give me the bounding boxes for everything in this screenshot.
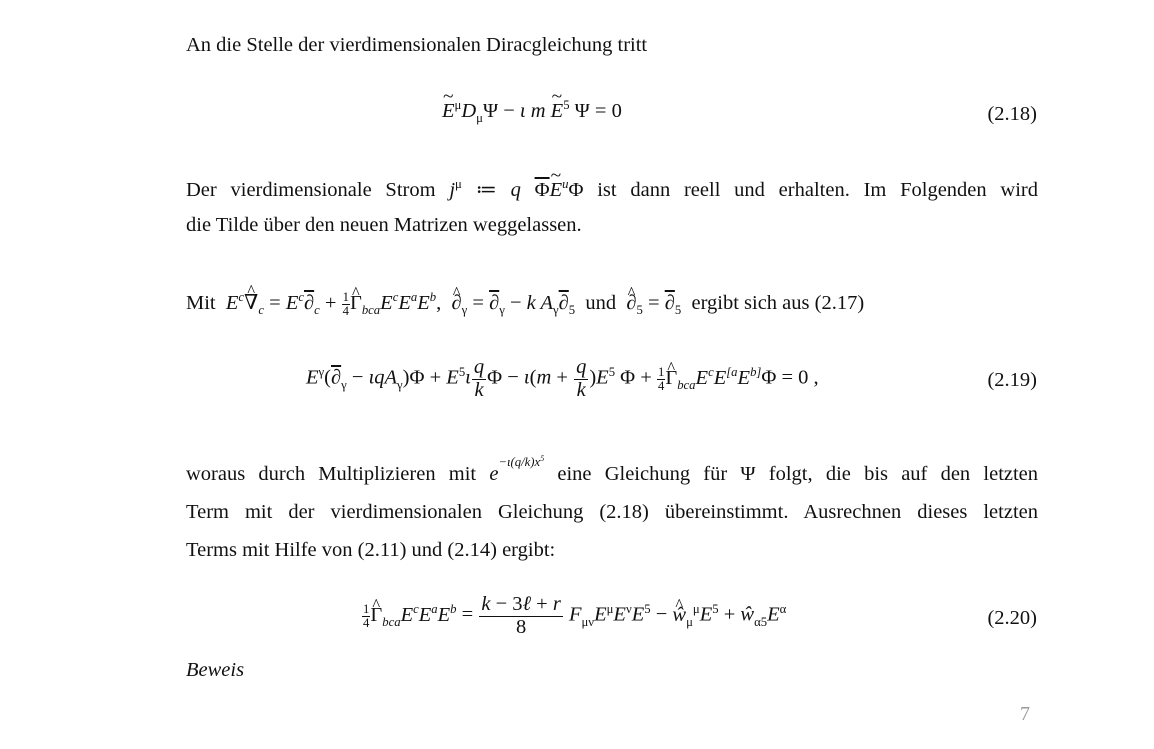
formula-covariant-derivative: $E^c\^{}$ $\nabla_c = E^c\partial_c$ + $\frac{1}{4}$ ^ $\Gamma_{bca}E^cE^aE^b$, xyxy=(226,292,441,314)
equation-2-20: $\frac{1}{4}$ ^ $\Gamma_{bca}E^cE^aE^b$ = $\frac{\text{k − 3ℓ + r}}{8}$ $F_{\mu\nu}E^\mu E^\nu E^5$ − ^ $ŵ_\mu^\mu E^5$ + $ŵ_{\alpha 5}E^\alpha$ xyxy=(362,594,786,638)
formula-partial-5: ^ $\partial_5 = \partial_5$ xyxy=(626,292,681,314)
formula-current: $j^\mu$ ≔ q $\overline{\Phi}\sim$ $E^u\Phi$ xyxy=(449,179,583,201)
paragraph-current-line2: die Tilde über den neuen Matrizen weggelassen. xyxy=(186,214,582,236)
equation-2-19: $E^\gamma(\partial_\gamma - \iota qA_\gamma)\Phi + E^5\iota$ $\frac{q}{k}$ Φ − ι(m + $\frac{q}{k}$ )$E^5$ Φ + $\frac{1}{4}$ ^ $\Gamma_{bca}E^cE^{[a}E^{b]}\Phi = 0$ , xyxy=(306,357,819,401)
paragraph-mit: Mit $E^c\^{}$ $\nabla_c = E^c\partial_c$ + $\frac{1}{4}$ ^ $\Gamma_{bca}E^cE^aE^b$, ^ $\partial_\gamma = \partial_\gamma - k$ $A_\gamma\partial_5$ und ^ $\partial_5 = \partial_5$ ergibt sich aus (2.17) xyxy=(186,290,1038,318)
equation-number-2-20: (2.20) xyxy=(987,607,1037,629)
formula-exponential: $e^{-\iota(q/k)x^5}$ xyxy=(489,453,545,485)
proof-label: Beweis xyxy=(186,659,245,681)
paragraph-multiply-line3: Terms mit Hilfe von (2.11) und (2.14) ergibt: xyxy=(186,539,556,561)
paragraph-intro: An die Stelle der vierdimensionalen Diracgleichung tritt xyxy=(186,34,648,56)
paragraph-multiply-line1: woraus durch Multiplizieren mit $e^{-\iota(q/k)x^5}$ eine Gleichung für Ψ folgt, die bis auf den letzten xyxy=(186,453,1039,485)
formula-partial-gamma: ^ $\partial_\gamma = \partial_\gamma - k$ $A_\gamma\partial_5$ xyxy=(451,292,575,314)
equation-2-18: ~ $E^\mu D_\mu\Psi - \iota$ m ~ $E^5$ Ψ = 0 xyxy=(442,100,622,123)
equation-number-2-19: (2.19) xyxy=(987,369,1037,391)
paragraph-multiply-line2: Term mit der vierdimensionalen Gleichung (2.18) übereinstimmt. Ausrechnen dieses letzten xyxy=(186,501,1038,523)
page-number: 7 xyxy=(1020,703,1030,725)
equation-number-2-18: (2.18) xyxy=(987,103,1037,125)
paragraph-current-line1: Der vierdimensionale Strom $j^\mu$ ≔ q $\overline{\Phi}\sim$ $E^u\Phi$ ist dann reell und erhalten. Im Folgenden wird xyxy=(186,177,1038,202)
symbol-psi: Ψ xyxy=(740,463,756,485)
